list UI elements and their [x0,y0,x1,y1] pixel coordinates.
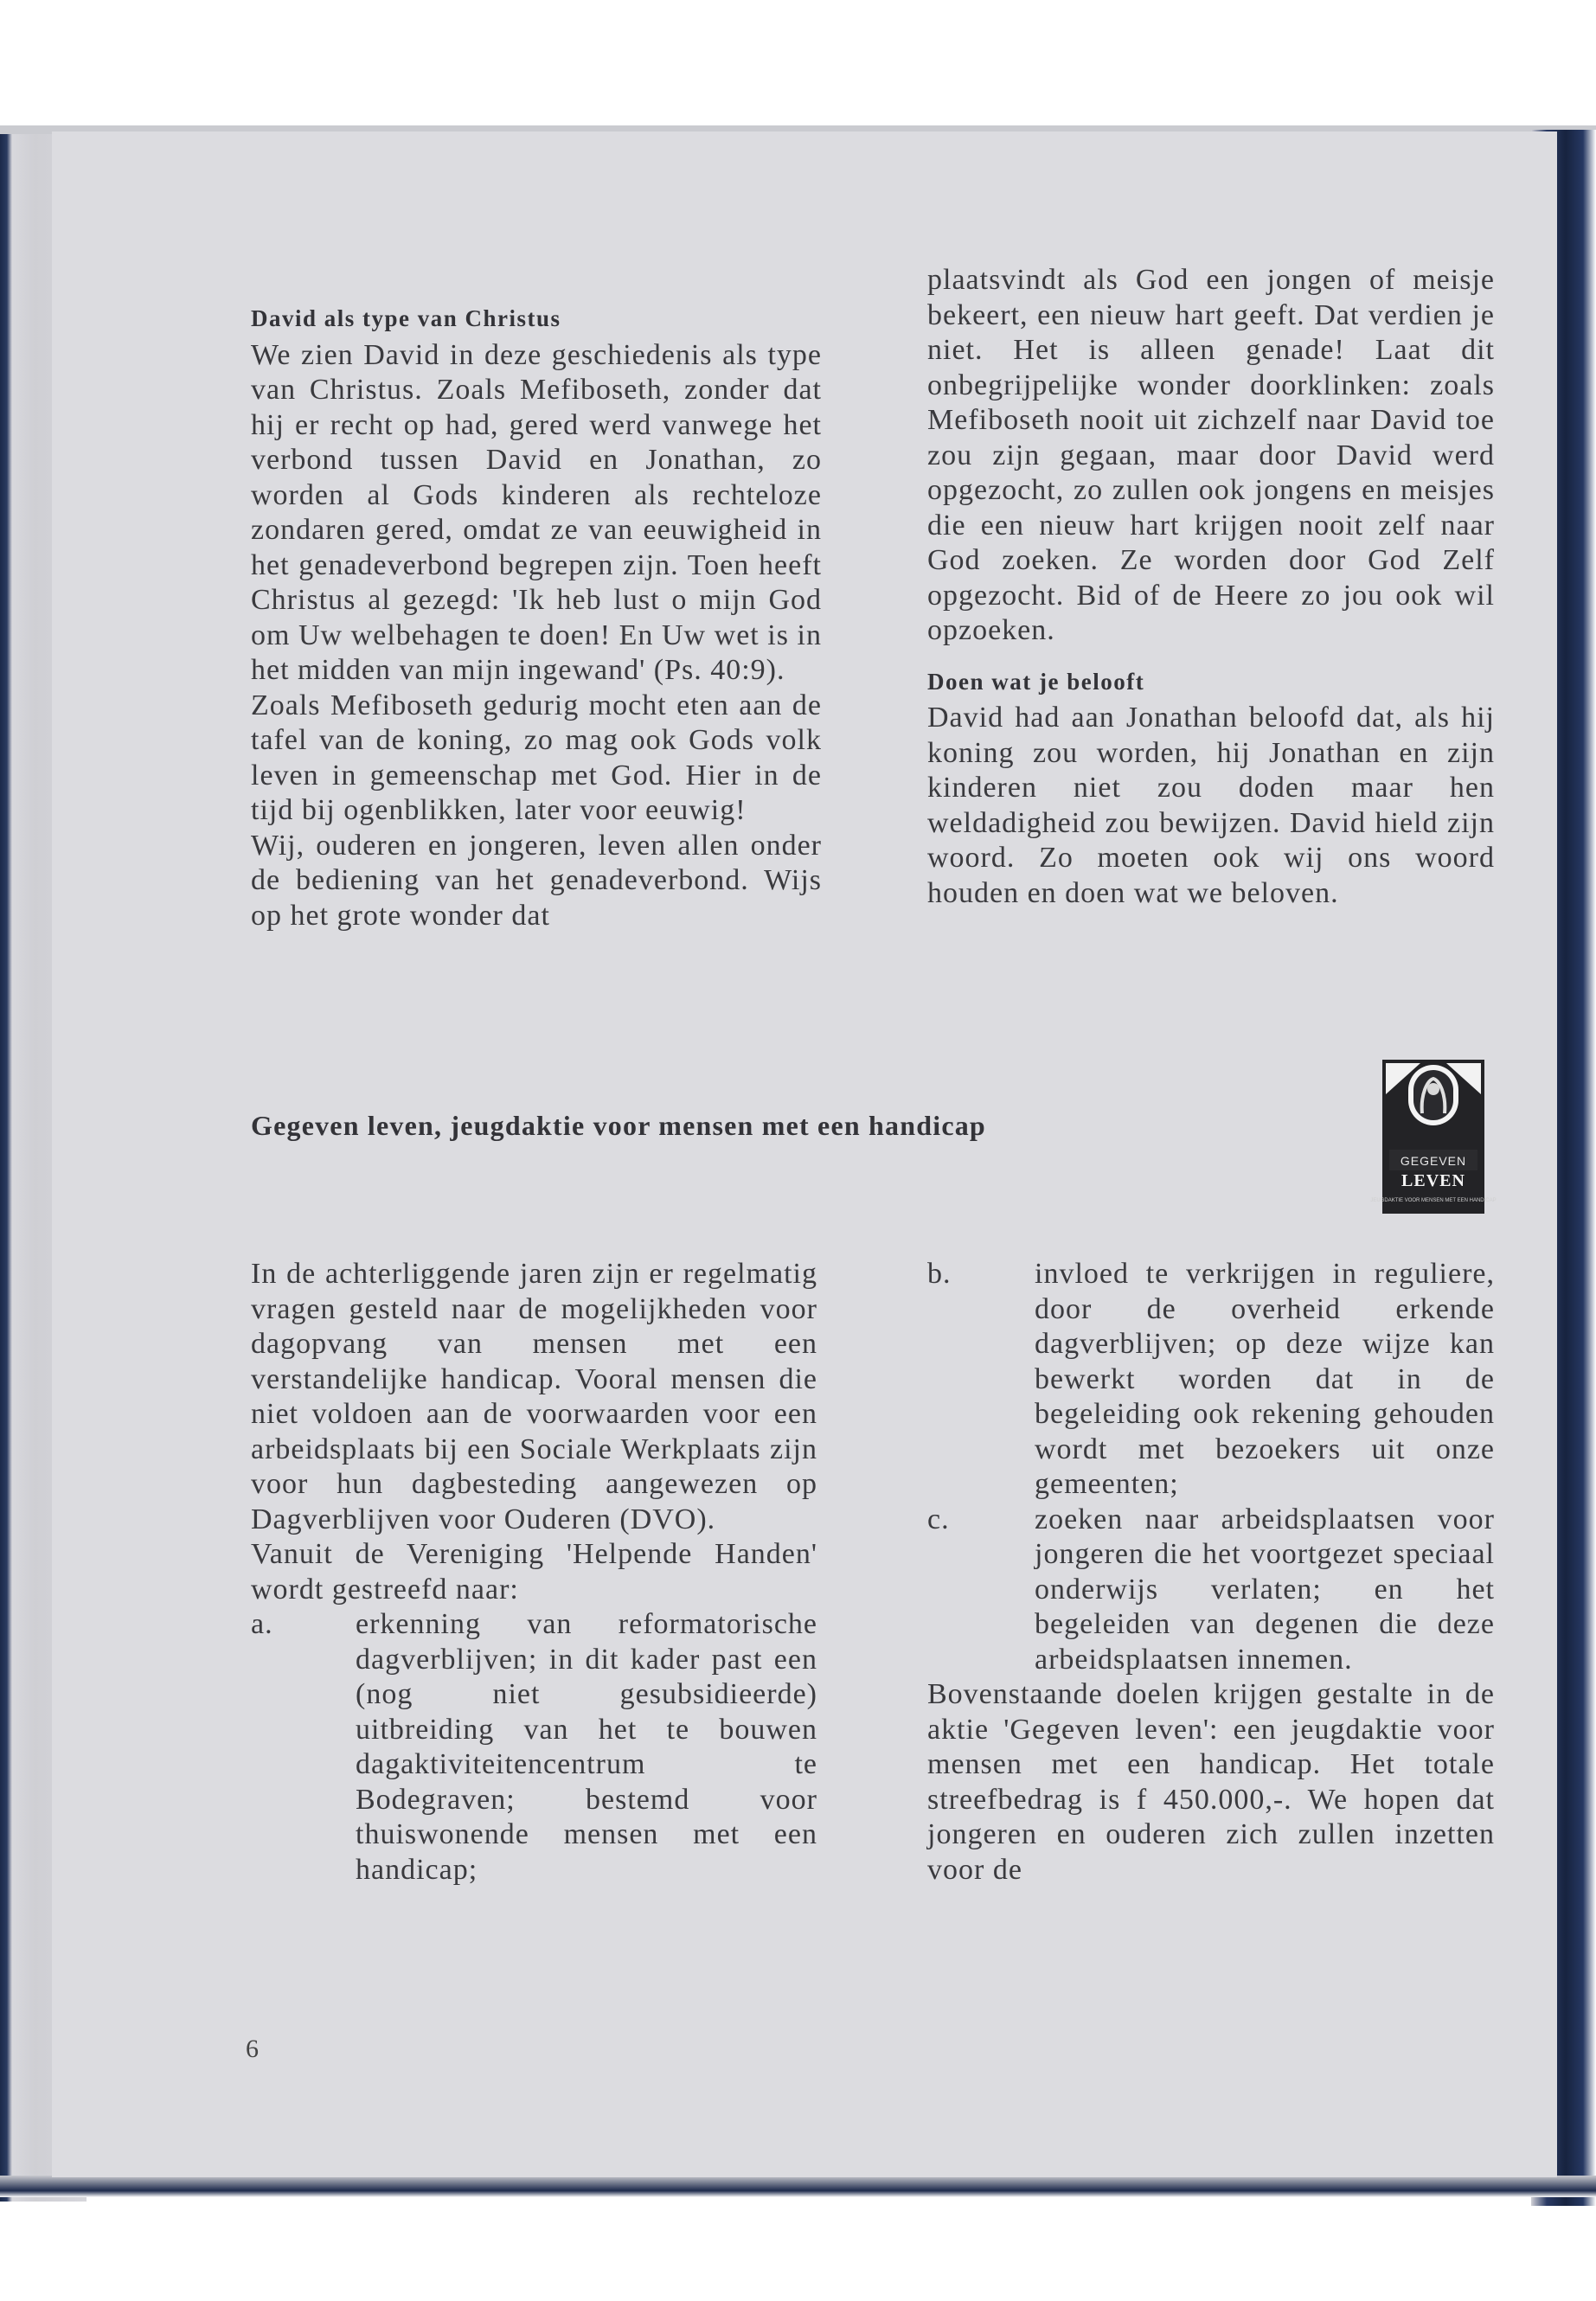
column-top-left [251,301,822,933]
column-top-right [927,263,1495,911]
column-bottom-right [927,1257,1495,1888]
list-item [251,1607,817,1888]
list-item-label: a. [251,1608,273,1640]
list-item [927,1503,1495,1678]
section-title: Gegeven leven, jeugdaktie voor mensen met een handicap [251,1110,986,1141]
heading-david-als-type: David als type van Christus [251,305,561,331]
list-item-text: invloed te verkrijgen in reguliere, door de overheid erkende dagverblijven; op deze wijze kan bewerkt worden dat in de begeleiding ook rekening gehouden wordt met bezoekers uit onze gemeenten; [1035,1258,1495,1500]
paragraph: plaatsvindt als God een jongen of meisje bekeert, een nieuw hart geeft. Dat verdien je niet. Het is alleen genade! Laat dit onbegrijpelijke wonder doorklinken: zoals Mefiboseth nooit uit zichzelf naar David toe zou zijn gegaan, maar door David werd opgezocht, zo zullen ook jongens en meisjes die een nieuw hart krijgen nooit zelf naar God zoeken. Ze worden door God Zelf opgezocht. Bid of de Heere zo jou ook wil opzoeken. [927,264,1495,646]
list-item-label: b. [927,1258,952,1290]
gegeven-leven-logo [1370,1060,1497,1214]
paragraph: Wij, ouderen en jongeren, leven allen onder de bediening van het genadeverbond. Wijs op het grote wonder dat [251,829,822,932]
logo-title-line2: LEVEN [1401,1171,1465,1190]
paragraph: Zoals Mefiboseth gedurig mocht eten aan de tafel van de koning, zo mag ook Gods volk leven in gemeenschap met God. Hier in de tijd bij ogenblikken, later voor eeuwig! [251,689,822,826]
list-item-text: zoeken naar arbeidsplaatsen voor jongeren die het voortgezet speciaal onderwijs verlaten; en het begeleiden van degenen die deze arbeidsplaatsen innemen. [1035,1503,1495,1676]
paragraph: In de achterliggende jaren zijn er regelmatig vragen gesteld naar de mogelijkheden voor dagopvang van mensen met een verstandelijke handicap. Vooral mensen die niet voldoen aan de voorwaarden voor een arbeidsplaats bij een Sociale Werkplaats zijn voor hun dagbesteding aangewezen op Dagverblijven voor Ouderen (DVO). [251,1258,817,1535]
logo-tagline: JEUGDAKTIE VOOR MENSEN MET EEN HANDICAP [1370,1198,1497,1203]
list-item-text: erkenning van reformatorische dagverblijven; in dit kader past een (nog niet gesubsidieerde) uitbreiding van het te bouwen dagaktiviteitencentrum te Bodegraven; bestemd voor thuiswonende mensen met een handicap; [356,1608,817,1886]
page-number: 6 [246,2035,259,2063]
paragraph: David had aan Jonathan beloofd dat, als hij koning zou worden, hij Jonathan en zijn kinderen niet zou doden maar hen weldadigheid zou bewijzen. David hield zijn woord. Zo moeten ook wij ons woord houden en doen wat we beloven. [927,702,1495,909]
list-item-label: c. [927,1503,950,1535]
book-binding-bottom [0,2176,1596,2197]
paragraph: We zien David in deze geschiedenis als type van Christus. Zoals Mefiboseth, zonder dat hij er recht op had, gered werd vanwege het verbond tussen David en Jonathan, zo worden al Gods kinderen als rechteloze zondaren gered, omdat ze van eeuwigheid in het genadeverbond begrepen zijn. Toen heeft Christus al gezegd: 'Ik heb lust o mijn God om Uw welbehagen te doen! En Uw wet is in het midden van mijn ingewand' (Ps. 40:9). [251,338,822,686]
heading-doen-wat-je-belooft: Doen wat je belooft [927,668,1145,695]
column-bottom-left [251,1257,817,1888]
list-item [927,1257,1495,1503]
paragraph: Vanuit de Vereniging 'Helpende Handen' wordt gestreefd naar: [251,1538,817,1606]
paragraph: Bovenstaande doelen krijgen gestalte in de aktie 'Gegeven leven': een jeugdaktie voor mensen met een handicap. Het totale streefbedrag is f 450.000,-. We hopen dat jongeren en ouderen zich zullen inzetten voor de [927,1678,1495,1886]
logo-title-line1: GEGEVEN [1400,1154,1467,1168]
